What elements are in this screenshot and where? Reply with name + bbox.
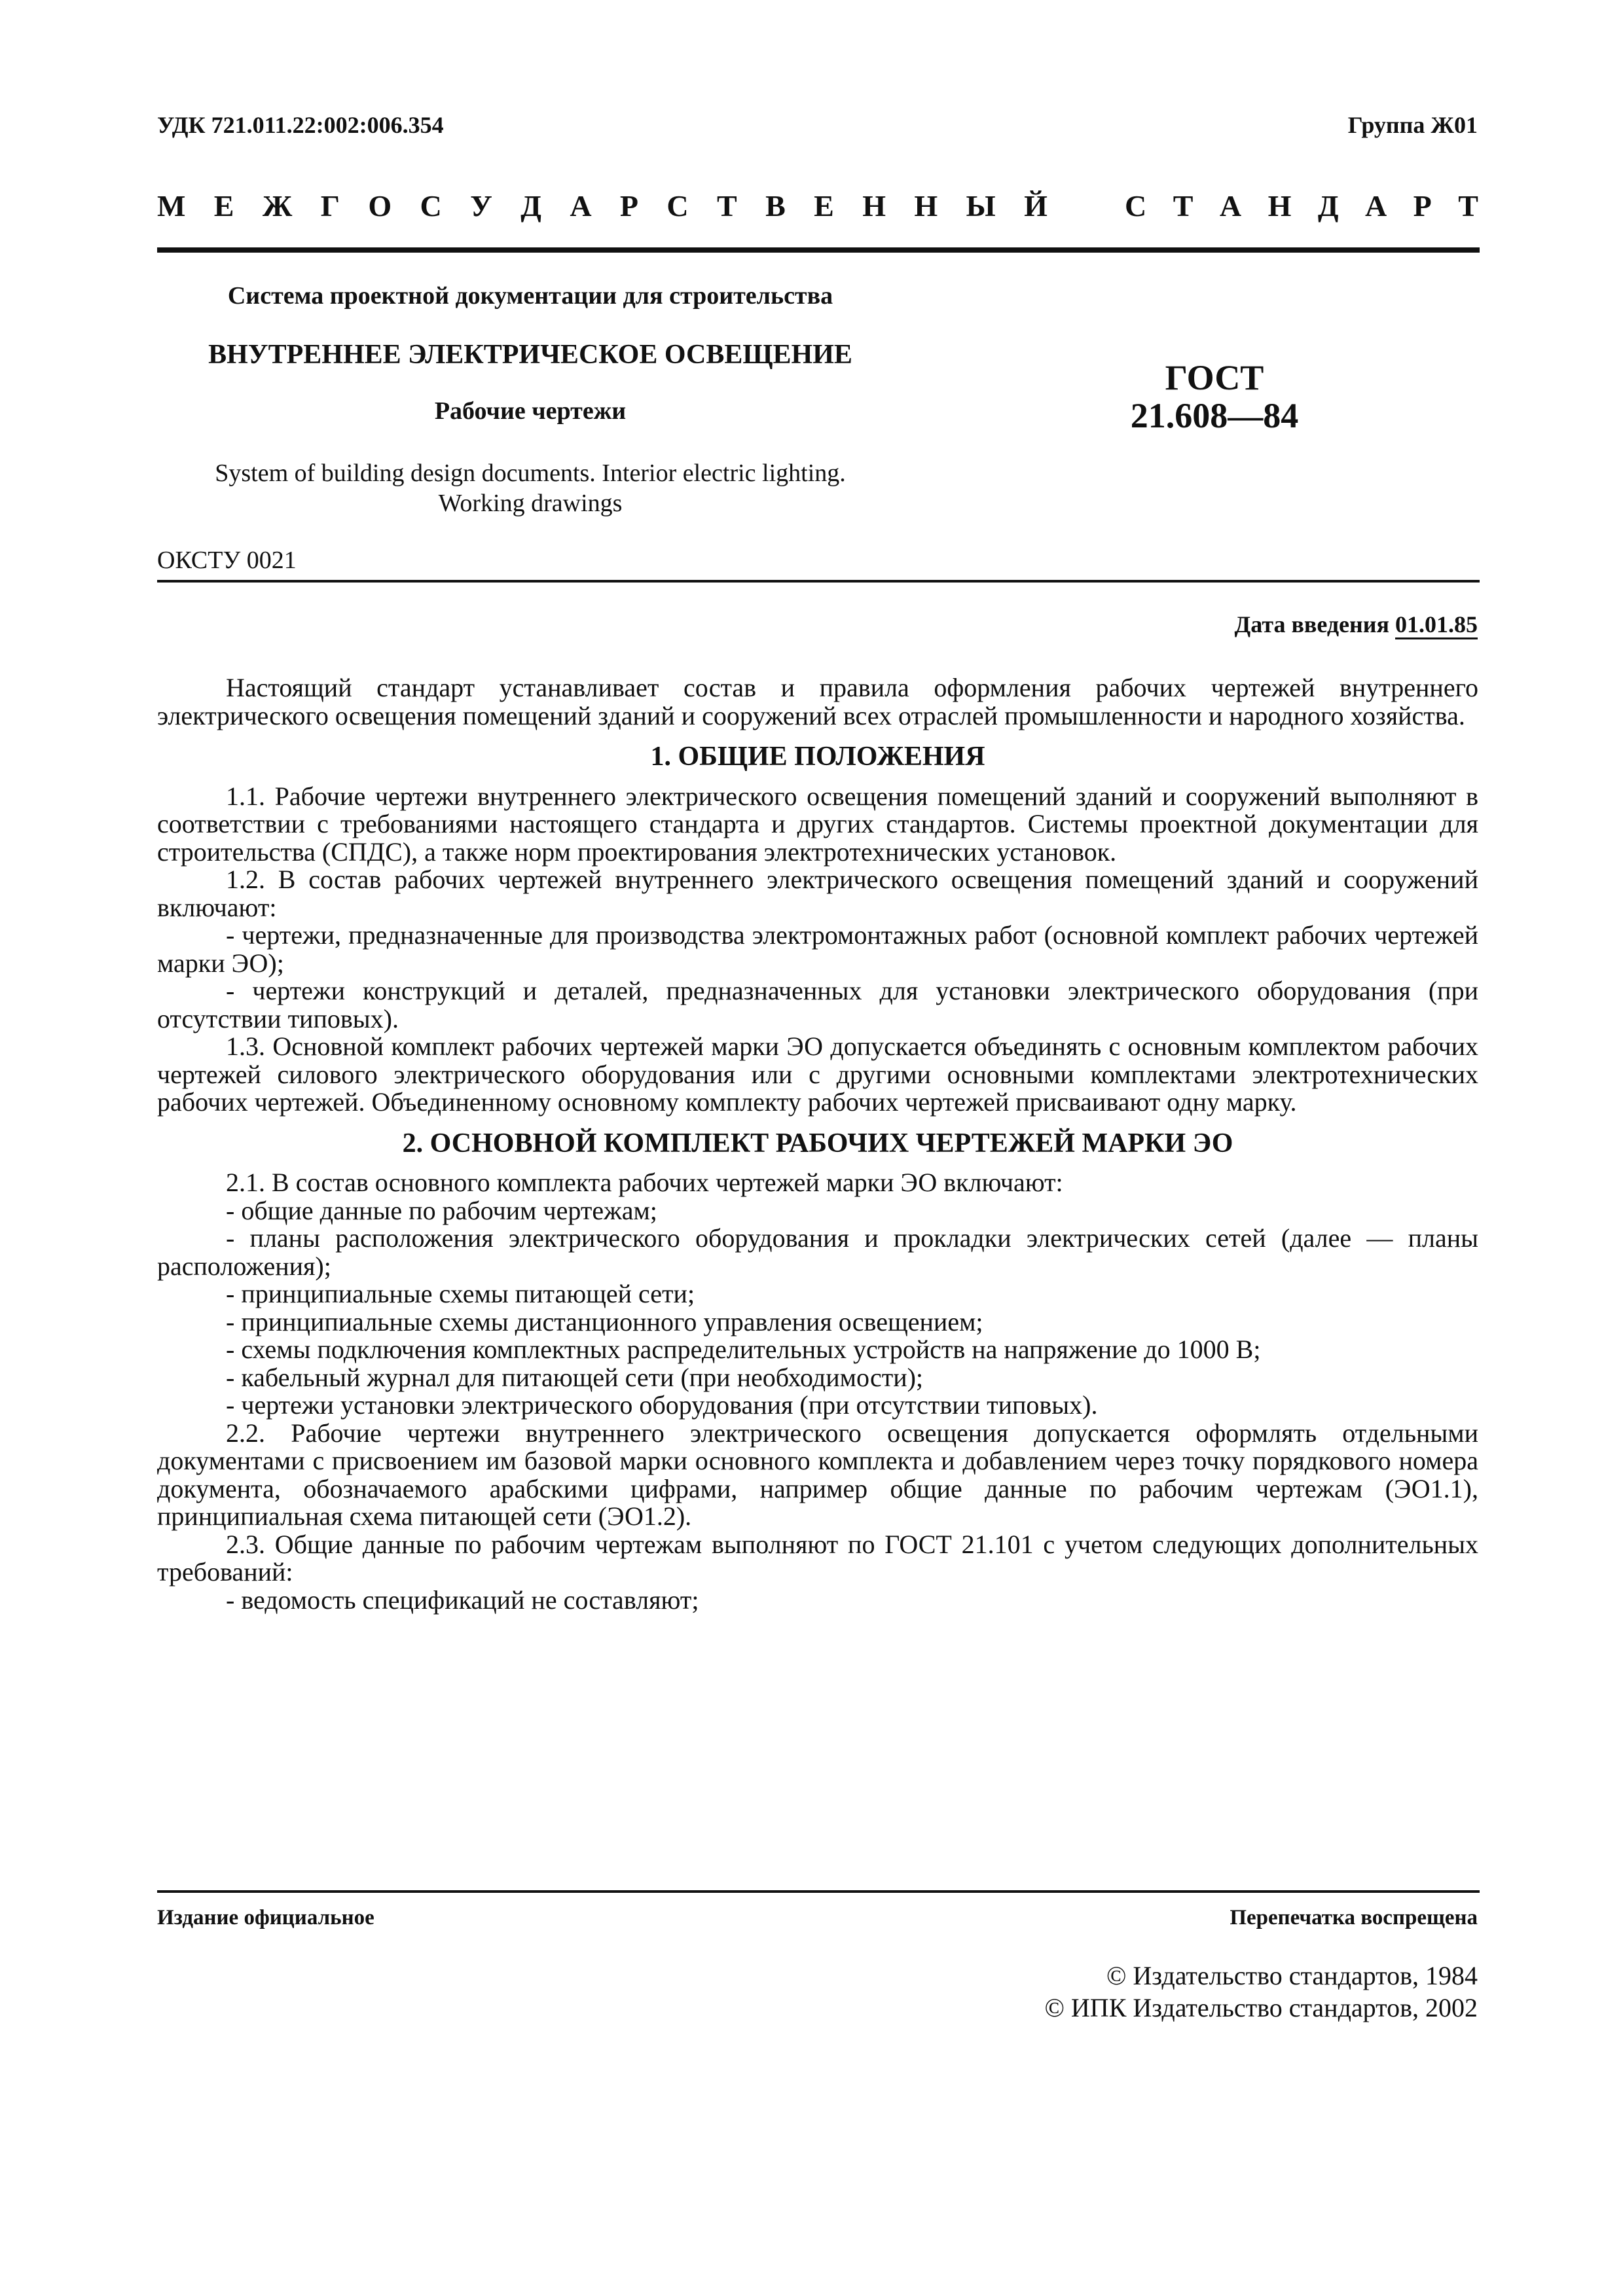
banner-letter: У <box>470 189 492 223</box>
udk-code: УДК 721.011.22:002:006.354 <box>157 112 444 138</box>
banner-letter: С <box>1125 189 1147 223</box>
header-rule <box>157 247 1480 253</box>
section-1-paragraph-2: 1.2. В состав рабочих чертежей внутреннего электрического освещения помещений зданий и сооружений включают: <box>157 865 1478 922</box>
section-1-title: 1. ОБЩИЕ ПОЛОЖЕНИЯ <box>650 742 985 772</box>
banner-letter: Й <box>1024 189 1048 223</box>
banner-letter: Е <box>213 189 234 223</box>
official-edition: Издание официальное <box>157 1906 374 1929</box>
banner-letter: Ж <box>262 189 293 223</box>
banner-letter: А <box>570 189 592 223</box>
gost-label: ГОСТ <box>1165 358 1264 397</box>
banner-letter: Ы <box>966 189 996 223</box>
banner-letter: Д <box>520 189 541 223</box>
effective-date-value: 01.01.85 <box>1395 611 1478 637</box>
copyright-2002: © ИПК Издательство стандартов, 2002 <box>1044 1993 1478 2022</box>
banner-letter: Р <box>1413 189 1432 223</box>
document-subtitle: Рабочие чертежи <box>434 397 627 425</box>
banner-letter: Д <box>1317 189 1339 223</box>
banner-letter: О <box>368 189 392 223</box>
english-title-line1: System of building design documents. Interior electric lighting. <box>215 459 846 487</box>
section-2-item-1: - ведомость спецификаций не составляют; <box>226 1585 699 1615</box>
system-name: Система проектной документации для строительства <box>227 282 833 310</box>
english-title <box>157 458 903 518</box>
banner-letter: А <box>1219 189 1242 223</box>
section-2-paragraph-1: 2.1. В состав основного комплекта рабочих чертежей марки ЭО включают: <box>226 1168 1063 1197</box>
list-item: - схемы подключения комплектных распределительных устройств на напряжение до 1000 В; <box>226 1335 1261 1364</box>
section-1-item-2: - чертежи конструкций и деталей, предназначенных для установки электрического оборудования (при отсутствии типовых). <box>157 976 1478 1033</box>
document-body <box>157 674 1478 1614</box>
banner-letter: Н <box>914 189 938 223</box>
english-title-line2: Working drawings <box>438 490 623 517</box>
gost-number: 21.608—84 <box>1130 396 1299 435</box>
section-1-item-1: - чертежи, предназначенные для производства электромонтажных работ (основной комплект рабочих чертежей марки ЭО); <box>157 920 1478 978</box>
reprint-prohibited: Перепечатка воспрещена <box>1230 1906 1478 1929</box>
list-item: - общие данные по рабочим чертежам; <box>226 1195 657 1225</box>
section-2-paragraph-3: 2.3. Общие данные по рабочим чертежам выполняют по ГОСТ 21.101 с учетом следующих дополнительных требований: <box>157 1529 1478 1587</box>
copyright-1984: © Издательство стандартов, 1984 <box>1106 1961 1478 1990</box>
banner-letter: Т <box>1173 189 1194 223</box>
section-1-paragraph-1: 1.1. Рабочие чертежи внутреннего электрического освещения помещений зданий и сооружений выполняют в соответствии с требованиями настоящего стандарта и других стандартов. Системы проектной документации для строительства (СПДС), а также норм проектирования электротехнических установок. <box>157 781 1478 867</box>
title-rule <box>157 580 1480 583</box>
group-code: Группа Ж01 <box>1347 112 1478 138</box>
section-1-paragraph-3: 1.3. Основной комплект рабочих чертежей марки ЭО допускается объединять с основным комплектом рабочих чертежей силового электрического оборудования или с другими основными комплектами электротехнических рабочих чертежей. Объединенному основному комплекту рабочих чертежей присваивают одну марку. <box>157 1031 1478 1117</box>
effective-date <box>1235 611 1478 638</box>
standard-banner <box>157 188 1478 223</box>
banner-left <box>157 188 1048 223</box>
banner-letter: А <box>1364 189 1387 223</box>
banner-letter: Р <box>619 189 639 223</box>
document-title: ВНУТРЕННЕЕ ЭЛЕКТРИЧЕСКОЕ ОСВЕЩЕНИЕ <box>208 340 852 370</box>
banner-letter: Е <box>814 189 834 223</box>
section-2-title: 2. ОСНОВНОЙ КОМПЛЕКТ РАБОЧИХ ЧЕРТЕЖЕЙ МАРКИ ЭО <box>402 1128 1233 1158</box>
footer-rule <box>157 1890 1480 1893</box>
okstu-code: ОКСТУ 0021 <box>157 547 297 574</box>
list-item: - принципиальные схемы питающей сети; <box>226 1279 695 1308</box>
banner-letter: М <box>157 189 186 223</box>
banner-letter: В <box>765 189 786 223</box>
list-item: - планы расположения электрического оборудования и прокладки электрических сетей (далее — планы расположения); <box>157 1223 1478 1281</box>
banner-letter: Н <box>862 189 886 223</box>
effective-date-label: Дата введения <box>1234 611 1389 637</box>
copyright-block <box>1045 1960 1478 2024</box>
banner-letter: Т <box>1458 189 1478 223</box>
banner-letter: Н <box>1267 189 1292 223</box>
banner-letter: С <box>666 189 689 223</box>
banner-right <box>1125 188 1478 223</box>
list-item: - кабельный журнал для питающей сети (при необходимости); <box>226 1362 924 1392</box>
list-item: - принципиальные схемы дистанционного управления освещением; <box>226 1306 983 1336</box>
banner-letter: Г <box>320 189 340 223</box>
gost-designation <box>1093 359 1336 435</box>
list-item: - чертежи установки электрического оборудования (при отсутствии типовых). <box>226 1390 1098 1420</box>
intro-paragraph: Настоящий стандарт устанавливает состав и правила оформления рабочих чертежей внутреннего электрического освещения помещений зданий и сооружений всех отраслей промышленности и народного хозяйства. <box>157 673 1478 730</box>
section-2-paragraph-2: 2.2. Рабочие чертежи внутреннего электрического освещения допускается оформлять отдельными документами с присвоением им базовой марки основного комплекта и добавлением через точку порядкового номера документа, обозначаемого арабскими цифрами, например общие данные по рабочим чертежам (ЭО1.1), принципиальная схема питающей сети (ЭО1.2). <box>157 1418 1478 1531</box>
banner-letter: Т <box>717 189 737 223</box>
banner-letter: С <box>420 189 442 223</box>
